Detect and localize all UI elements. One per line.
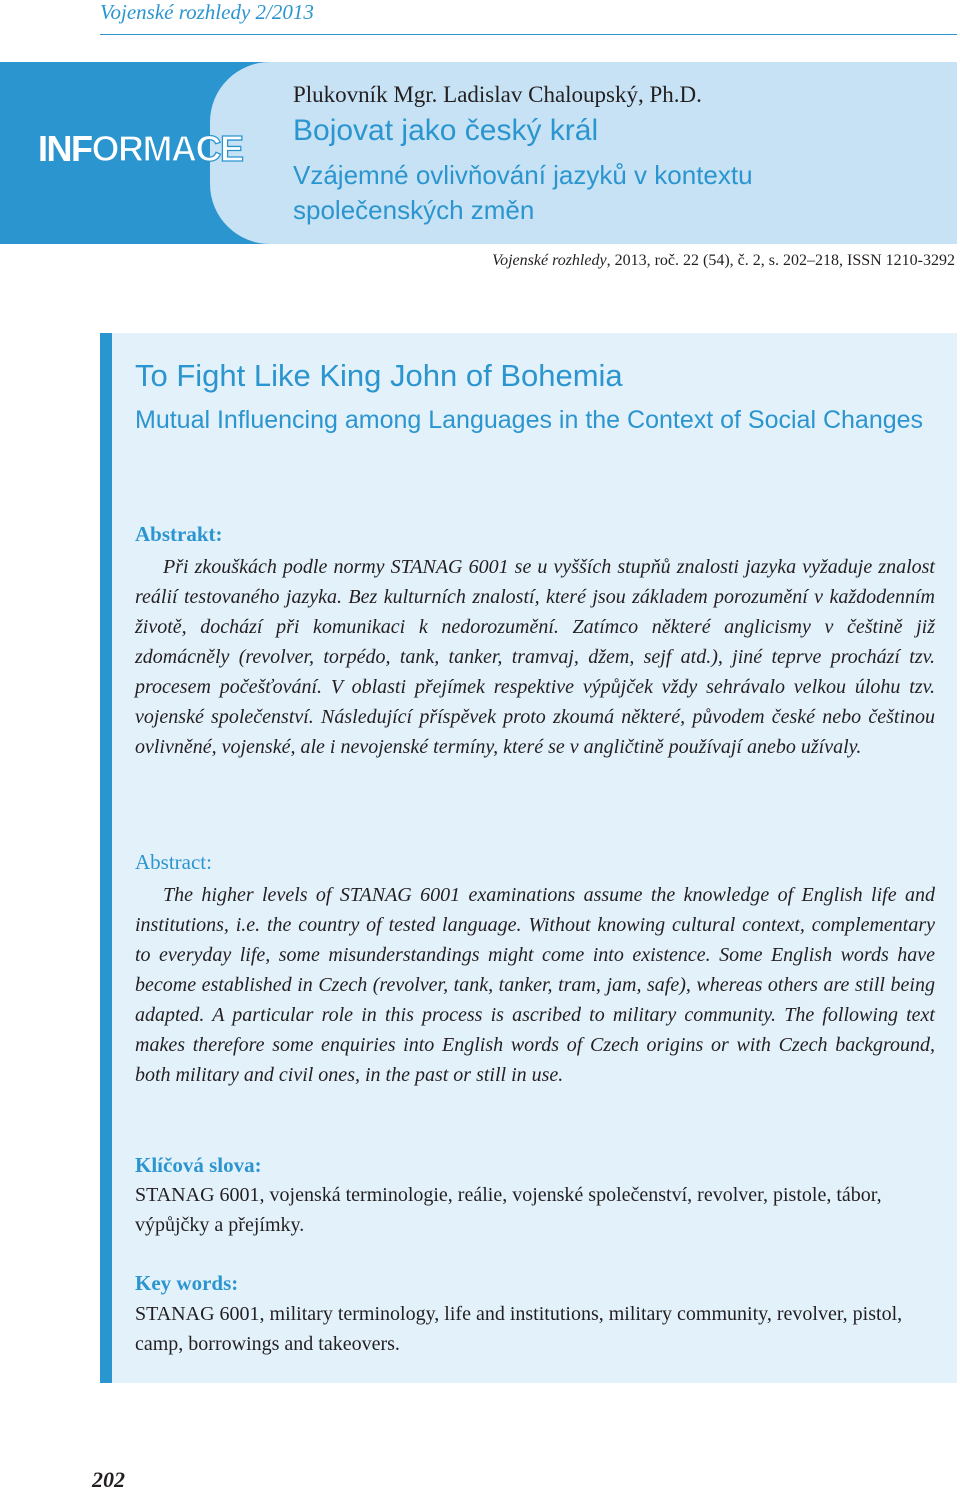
article-subtitle-cz: Vzájemné ovlivňování jazyků v kontextu společenských změn xyxy=(293,160,753,225)
abstrakt-text: Při zkouškách podle normy STANAG 6001 se u vyšších stupňů znalosti jazyka vyžaduje znalost reálií testovaného jazyka. Bez kulturních znalostí, které jsou základem porozumění v každodenním životě, dochází při komunikaci k nedorozumění. Zatímco některé anglicismy v češtině již zdomácněly (revolver, torpédo, tank, tanker, tramvaj, džem, sejf atd.), jiné teprve prochází tzv. procesem počešťování. V oblasti přejímek respektive výpůjček vždy sehrávalo velkou úlohu tzv. vojenské společenství. Následující příspěvek proto zkoumá některé, původem české nebo češtinou ovlivněné, vojenské, ale i nevojenské termíny, které se v angličtině používají anebo užívaly. xyxy=(135,556,935,758)
abstract-side-bar xyxy=(100,333,112,1383)
abstrakt-label: Abstrakt: xyxy=(135,522,223,546)
journal-header: Vojenské rozhledy 2/2013 xyxy=(100,0,314,24)
abstract-label: Abstract: xyxy=(135,850,212,874)
citation-journal: Vojenské rozhledy xyxy=(492,252,607,269)
citation xyxy=(492,252,955,270)
article-subtitle-en: Mutual Influencing among Languages in the Context of Social Changes xyxy=(135,406,924,434)
key-words-text: STANAG 6001, military terminology, life and institutions, military community, revolver, pistol, camp, borrowings and takeovers. xyxy=(135,1303,903,1355)
abstract-text: The higher levels of STANAG 6001 examinations assume the knowledge of English life and institutions, i.e. the country of tested language. Without knowing cultural context, complementary to everyday life, some misunderstandings might come into existence. Some English words have become established in Czech (revolver, tank, tanker, tram, jam, safe), whereas others are still being adapted. A particular role in this process is ascribed to military community. The following text makes therefore some enquiries into English words of Czech origins or with Czech background, both military and civil ones, in the past or still in use. xyxy=(135,884,935,1086)
citation-details: , 2013, roč. 22 (54), č. 2, s. 202–218, ISSN 1210-3292 xyxy=(606,252,955,269)
section-label-solid: INF xyxy=(38,128,92,169)
klicova-slova-text: STANAG 6001, vojenská terminologie, reálie, vojenské společenství, revolver, pistole, tábor, výpůjčky a přejímky. xyxy=(135,1184,882,1236)
section-label-outlined: ORMACE xyxy=(91,128,243,169)
key-words-label: Key words: xyxy=(135,1271,239,1295)
klicova-slova-label: Klíčová slova: xyxy=(135,1153,262,1177)
section-label xyxy=(38,128,243,170)
author: Plukovník Mgr. Ladislav Chaloupský, Ph.D. xyxy=(293,82,702,107)
page-number: 202 xyxy=(92,1467,125,1492)
article-title-cz: Bojovat jako český král xyxy=(293,114,599,147)
header-rule xyxy=(100,34,957,35)
article-title-en: To Fight Like King John of Bohemia xyxy=(135,358,623,393)
